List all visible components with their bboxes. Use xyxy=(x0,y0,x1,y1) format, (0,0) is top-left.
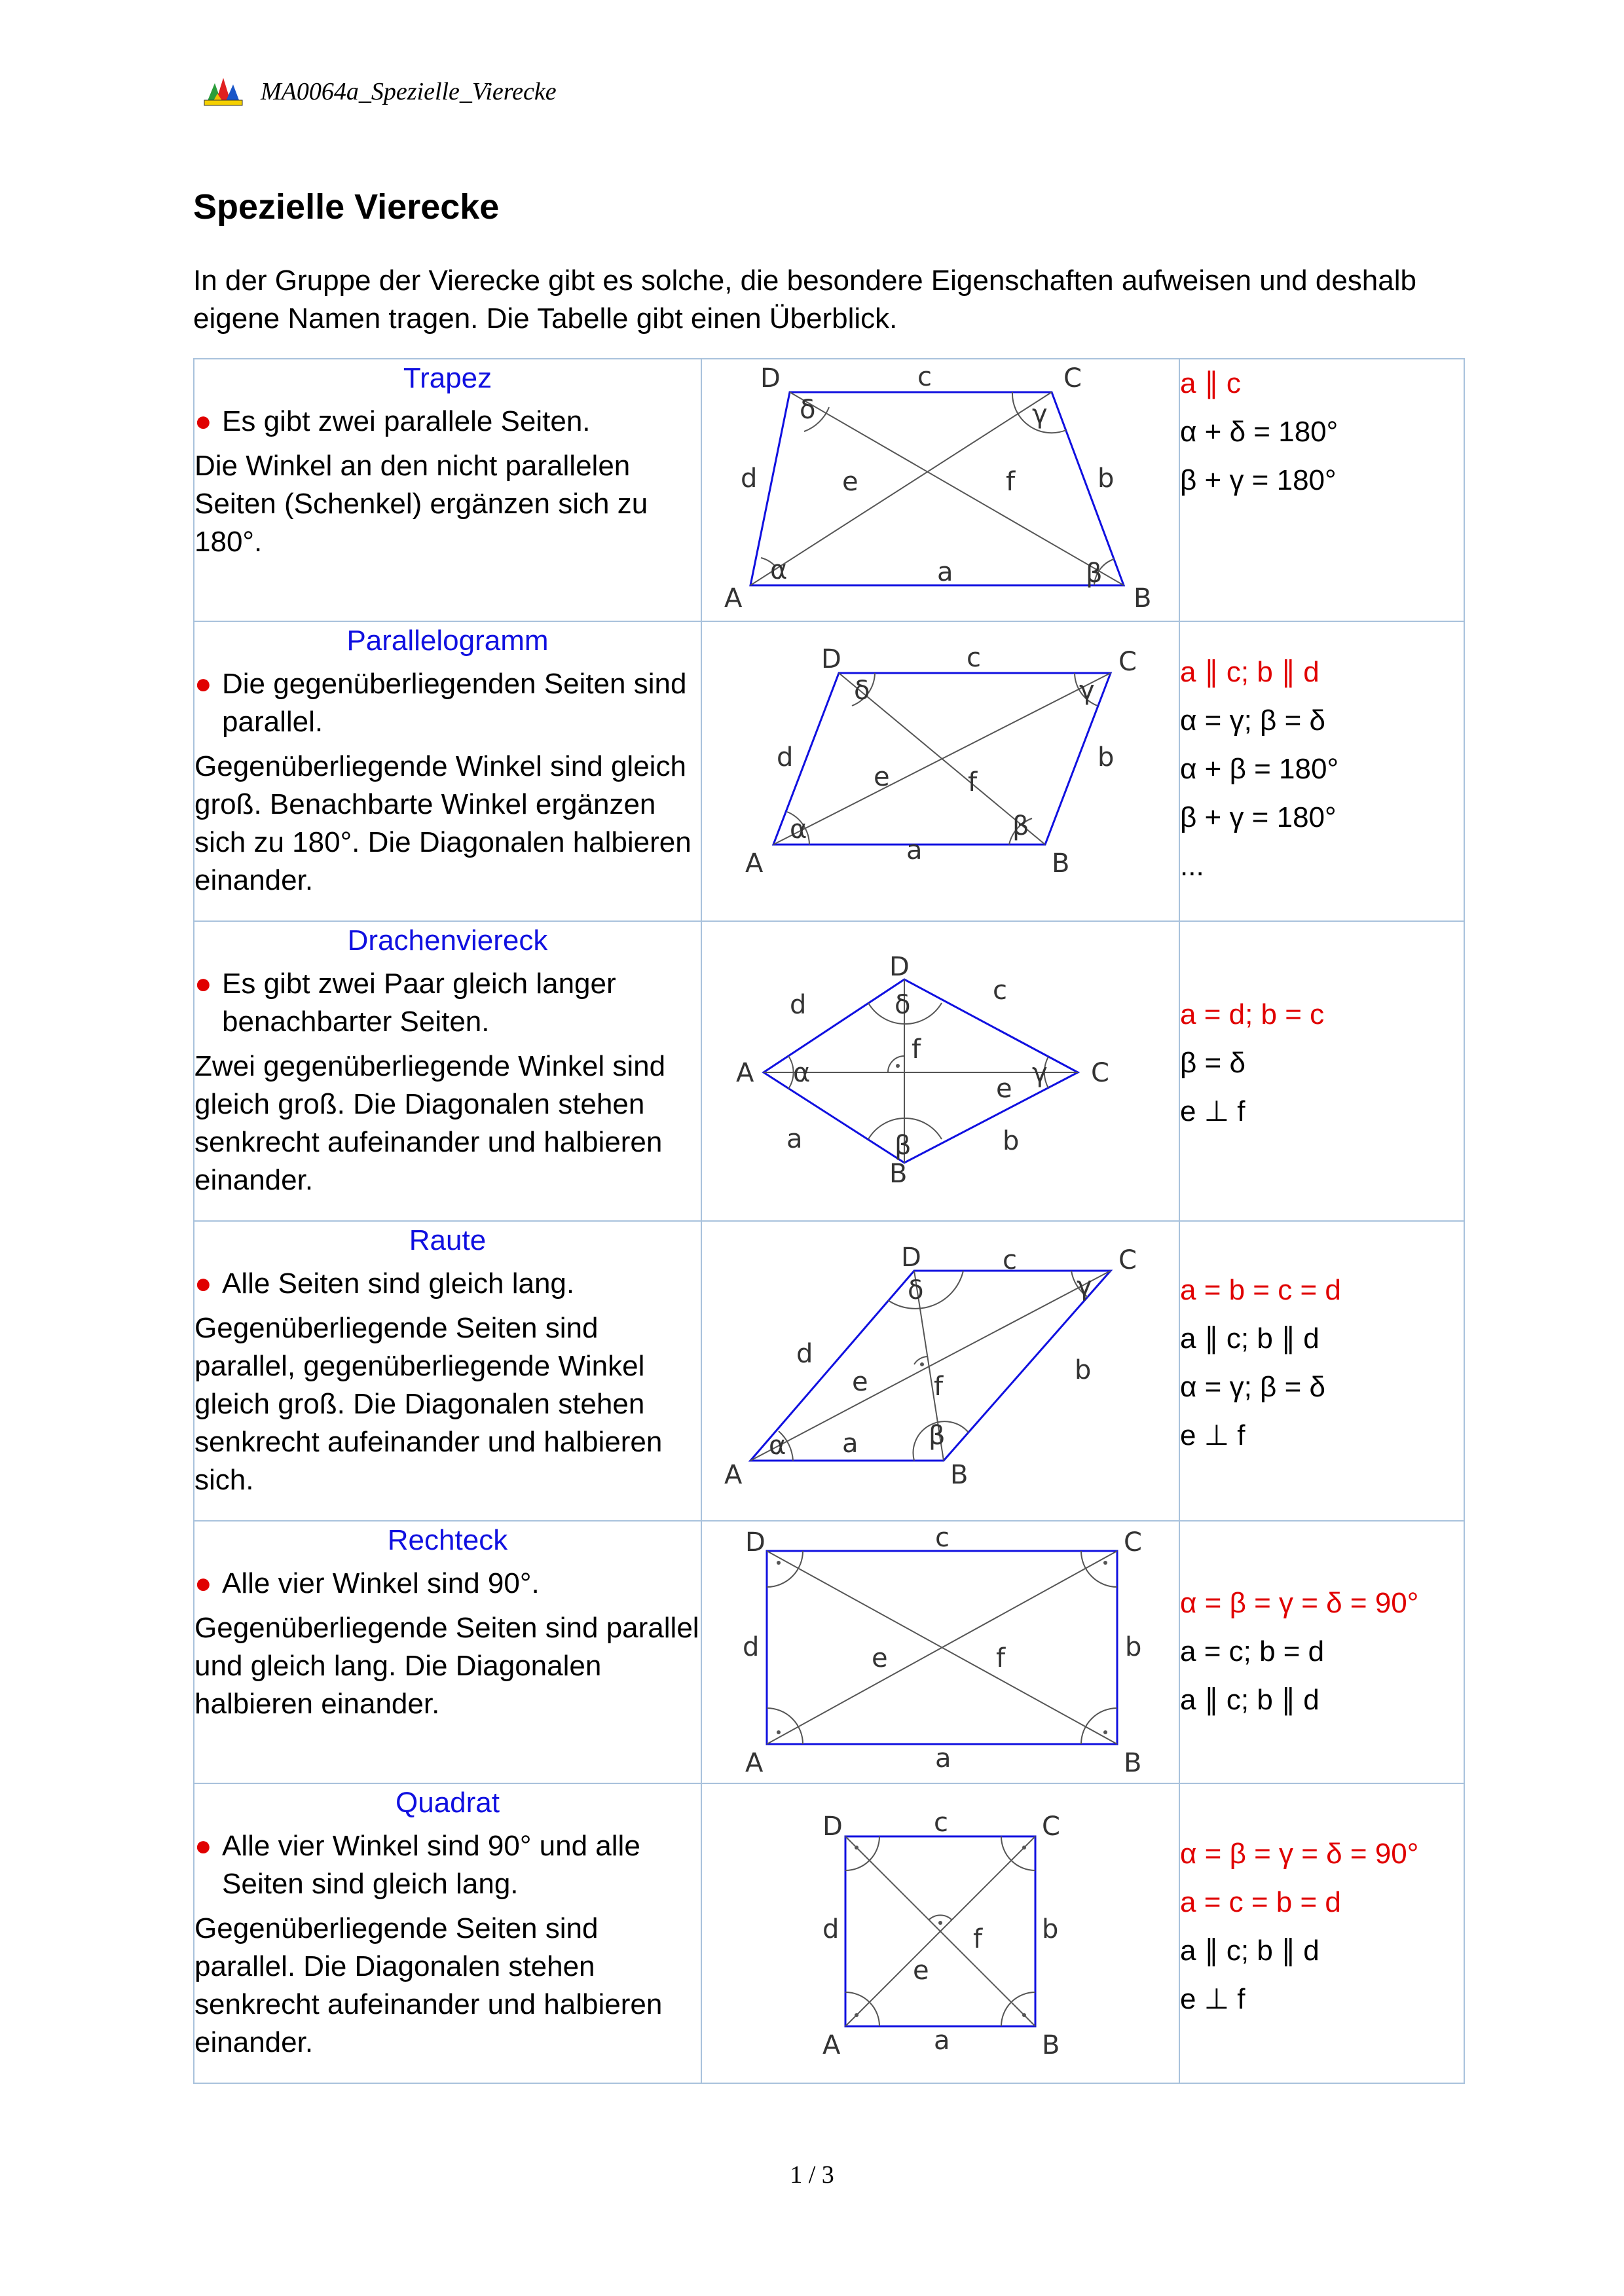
bullet-item xyxy=(194,1565,701,1603)
angle-label: α xyxy=(770,555,788,585)
diagonal-label: f xyxy=(968,767,978,797)
figure-cell xyxy=(701,621,1179,921)
quad-name: Parallelogramm xyxy=(346,625,549,657)
angle-label: β xyxy=(895,1131,912,1161)
vertex-label: C xyxy=(1118,647,1137,677)
angle-label: α xyxy=(790,814,807,845)
page-header xyxy=(203,72,557,111)
bullet-icon: ● xyxy=(194,668,212,700)
side-label: b xyxy=(1098,742,1115,773)
angle-label: δ xyxy=(800,395,816,425)
side-label: b xyxy=(1098,464,1115,494)
property-line: α + β = 180° xyxy=(1180,753,1339,785)
property-line: a ∥ c; b ∥ d xyxy=(1180,1935,1320,1967)
vertex-label: D xyxy=(889,952,910,982)
property-line: a = c; b = d xyxy=(1180,1635,1325,1667)
properties-cell xyxy=(1179,921,1464,1221)
angle-label: δ xyxy=(854,676,870,706)
trapez-figure xyxy=(705,359,1176,615)
angle-arc xyxy=(888,1271,963,1309)
quad-name: Raute xyxy=(409,1224,487,1256)
angle-label: β xyxy=(929,1421,946,1451)
vertex-label: C xyxy=(1063,363,1082,393)
diagonal-f xyxy=(790,392,1124,585)
diagonal-label: e xyxy=(842,467,858,497)
table-row xyxy=(194,621,1464,921)
side-label: a xyxy=(786,1124,803,1154)
side-label: b xyxy=(1125,1632,1142,1662)
description-cell xyxy=(194,921,701,1221)
rechteck-figure xyxy=(705,1522,1176,1777)
quad-name: Drachenviereck xyxy=(347,924,548,957)
vertex-label: B xyxy=(889,1159,908,1189)
side-label: d xyxy=(777,742,794,773)
angle-label: β xyxy=(1086,558,1103,589)
side-label: d xyxy=(790,990,807,1020)
drachenviereck-figure xyxy=(705,922,1176,1197)
properties-cell xyxy=(1179,1783,1464,2083)
vertex-label: D xyxy=(760,363,781,393)
vertex-label: D xyxy=(901,1243,921,1273)
properties-cell xyxy=(1179,1221,1464,1521)
bullet-item xyxy=(194,1827,701,1903)
vertex-label: B xyxy=(1124,1748,1142,1777)
diagonal-label: e xyxy=(852,1367,868,1397)
diagonal-label: f xyxy=(912,1034,921,1065)
description-text: Gegenüberliegende Winkel sind gleich groß. Benachbarte Winkel ergänzen sich zu 180°. Die Diagonalen halbieren einander. xyxy=(194,750,692,896)
property-line: a ∥ c; b ∥ d xyxy=(1180,1322,1320,1355)
properties-cell xyxy=(1179,1521,1464,1783)
properties-cell xyxy=(1179,621,1464,921)
side-label: a xyxy=(842,1429,858,1459)
side-label: c xyxy=(935,1523,950,1553)
side-label: a xyxy=(906,835,923,866)
bullet-icon: ● xyxy=(194,1567,212,1599)
property-line: α = γ; β = δ xyxy=(1180,1371,1325,1403)
figure-cell xyxy=(701,921,1179,1221)
quad-name: Trapez xyxy=(403,362,492,394)
side-label: c xyxy=(934,1808,948,1838)
figure-cell xyxy=(701,1783,1179,2083)
property-line: a ∥ c; b ∥ d xyxy=(1180,1684,1320,1716)
vertex-label: A xyxy=(745,1748,764,1777)
property-line: e ⊥ f xyxy=(1180,1095,1246,1127)
vertex-label: A xyxy=(822,2030,841,2060)
property-line: a ∥ c xyxy=(1180,367,1241,399)
right-angle-dot xyxy=(896,1064,900,1068)
quadrilateral-table xyxy=(193,358,1465,2084)
bullet-item xyxy=(194,965,701,1041)
property-line: β = δ xyxy=(1180,1047,1246,1079)
vertex-label: A xyxy=(724,583,743,613)
angle-label: γ xyxy=(1032,399,1048,429)
property-line: ... xyxy=(1180,850,1204,882)
side-label: c xyxy=(993,975,1007,1006)
vertex-label: D xyxy=(745,1527,766,1558)
properties-cell xyxy=(1179,359,1464,621)
property-line: a = b = c = d xyxy=(1180,1274,1341,1306)
side-label: c xyxy=(917,362,932,392)
property-line: α = β = γ = δ = 90° xyxy=(1180,1587,1419,1619)
quadrat-figure xyxy=(705,1784,1176,2072)
table-row xyxy=(194,1521,1464,1783)
side-label: b xyxy=(1003,1126,1020,1156)
angle-arc xyxy=(767,1551,803,1587)
publisher-logo-icon xyxy=(203,77,244,107)
property-line: β + γ = 180° xyxy=(1180,464,1337,496)
right-angle-dot xyxy=(920,1362,924,1366)
description-cell xyxy=(194,359,701,621)
angle-label: α xyxy=(769,1430,786,1461)
vertex-label: A xyxy=(745,848,764,879)
property-line: β + γ = 180° xyxy=(1180,801,1337,833)
description-text: Gegenüberliegende Seiten sind parallel, gegenüberliegende Winkel gleich groß. Die Diagonalen stehen senkrecht aufeinander und halbieren sich. xyxy=(194,1312,663,1496)
table-row xyxy=(194,1783,1464,2083)
side-label: a xyxy=(935,1743,951,1774)
description-text: Gegenüberliegende Seiten sind parallel. Die Diagonalen stehen senkrecht aufeinander und halbieren einander. xyxy=(194,1912,663,2058)
vertex-label: A xyxy=(736,1058,754,1088)
description-cell xyxy=(194,621,701,921)
figure-cell xyxy=(701,1521,1179,1783)
bullet-item xyxy=(194,403,701,441)
description-cell xyxy=(194,1221,701,1521)
bullet-icon: ● xyxy=(194,405,212,437)
quad-name: Rechteck xyxy=(387,1524,508,1556)
angle-label: β xyxy=(1012,811,1029,841)
table-row xyxy=(194,359,1464,621)
description-text: Zwei gegenüberliegende Winkel sind gleich groß. Die Diagonalen stehen senkrecht aufeinander und halbieren einander. xyxy=(194,1050,666,1196)
angle-label: γ xyxy=(1077,1271,1092,1302)
raute-figure xyxy=(705,1222,1176,1503)
diagonal-label: e xyxy=(874,762,890,792)
diagonal-label: f xyxy=(1006,467,1016,497)
bullet-text: Es gibt zwei Paar gleich langer benachbarter Seiten. xyxy=(222,968,616,1038)
bullet-text: Alle vier Winkel sind 90° und alle Seiten sind gleich lang. xyxy=(222,1830,640,1900)
vertex-label: C xyxy=(1124,1527,1142,1558)
side-label: d xyxy=(743,1632,760,1662)
side-label: b xyxy=(1075,1355,1092,1385)
bullet-text: Alle vier Winkel sind 90°. xyxy=(222,1567,540,1599)
property-line: a = d; b = c xyxy=(1180,998,1325,1030)
side-label: d xyxy=(796,1339,813,1369)
vertex-label: C xyxy=(1118,1245,1137,1275)
bullet-item xyxy=(194,665,701,741)
diagonal-label: e xyxy=(913,1956,929,1986)
vertex-label: C xyxy=(1042,1812,1060,1842)
vertex-label: C xyxy=(1091,1058,1109,1088)
right-angle-arc xyxy=(888,1056,904,1072)
diagonal-label: e xyxy=(996,1074,1012,1104)
parallelogramm-figure xyxy=(705,622,1176,897)
vertex-label: D xyxy=(822,1812,843,1842)
side-label: d xyxy=(822,1914,840,1944)
property-line: α + δ = 180° xyxy=(1180,416,1338,448)
side-label: a xyxy=(937,557,953,587)
vertex-label: A xyxy=(724,1460,743,1490)
side-label: a xyxy=(934,2026,950,2056)
bullet-text: Es gibt zwei parallele Seiten. xyxy=(222,405,591,437)
figure-cell xyxy=(701,1221,1179,1521)
description-cell xyxy=(194,1783,701,2083)
quad-name: Quadrat xyxy=(396,1787,500,1819)
angle-label: α xyxy=(793,1058,811,1088)
vertex-label: B xyxy=(1052,848,1070,879)
bullet-icon: ● xyxy=(194,1830,212,1862)
property-line: a ∥ c; b ∥ d xyxy=(1180,656,1320,688)
property-line: α = β = γ = δ = 90° xyxy=(1180,1838,1419,1870)
bullet-text: Alle Seiten sind gleich lang. xyxy=(222,1267,575,1300)
angle-arc xyxy=(1081,1551,1117,1587)
angle-label: δ xyxy=(895,990,911,1020)
description-text: Die Winkel an den nicht parallelen Seiten (Schenkel) ergänzen sich zu 180°. xyxy=(194,450,648,558)
bullet-icon: ● xyxy=(194,968,212,1000)
bullet-item xyxy=(194,1265,701,1303)
file-name: MA0064a_Spezielle_Vierecke xyxy=(261,78,557,105)
angle-arc xyxy=(1081,1708,1117,1744)
bullet-text: Die gegenüberliegenden Seiten sind parallel. xyxy=(222,668,687,738)
drachen-outline xyxy=(764,979,1078,1163)
description-text: Gegenüberliegende Seiten sind parallel und gleich lang. Die Diagonalen halbieren einander. xyxy=(194,1612,699,1720)
side-label: c xyxy=(1003,1245,1017,1275)
table-row xyxy=(194,1221,1464,1521)
diagonal-label: f xyxy=(934,1372,944,1402)
side-label: b xyxy=(1042,1914,1059,1944)
side-label: c xyxy=(967,643,981,673)
page-title: Spezielle Vierecke xyxy=(193,187,500,227)
right-angle-arc xyxy=(929,1915,952,1920)
vertex-label: B xyxy=(1134,583,1152,613)
bullet-icon: ● xyxy=(194,1267,212,1300)
description-cell xyxy=(194,1521,701,1783)
angle-label: δ xyxy=(908,1275,924,1305)
property-line: e ⊥ f xyxy=(1180,1983,1246,2015)
diagonal-label: e xyxy=(872,1643,888,1673)
figure-cell xyxy=(701,359,1179,621)
angle-label: γ xyxy=(1032,1058,1048,1088)
property-line: e ⊥ f xyxy=(1180,1419,1246,1451)
side-label: d xyxy=(741,464,758,494)
intro-paragraph: In der Gruppe der Vierecke gibt es solche, die besondere Eigenschaften aufweisen und deshalb eigene Namen tragen. Die Tabelle gibt einen Überblick. xyxy=(193,264,1416,335)
table-row xyxy=(194,921,1464,1221)
vertex-label: B xyxy=(1042,2030,1060,2060)
vertex-label: D xyxy=(821,644,841,674)
property-line: a = c = b = d xyxy=(1180,1886,1341,1918)
diagonal-label: f xyxy=(973,1924,983,1954)
angle-arc xyxy=(767,1708,803,1744)
vertex-label: B xyxy=(950,1460,969,1490)
diagonal-label: f xyxy=(996,1643,1006,1673)
page-number: 1 / 3 xyxy=(790,2161,834,2189)
angle-label: γ xyxy=(1079,676,1095,706)
property-line: α = γ; β = δ xyxy=(1180,704,1325,737)
